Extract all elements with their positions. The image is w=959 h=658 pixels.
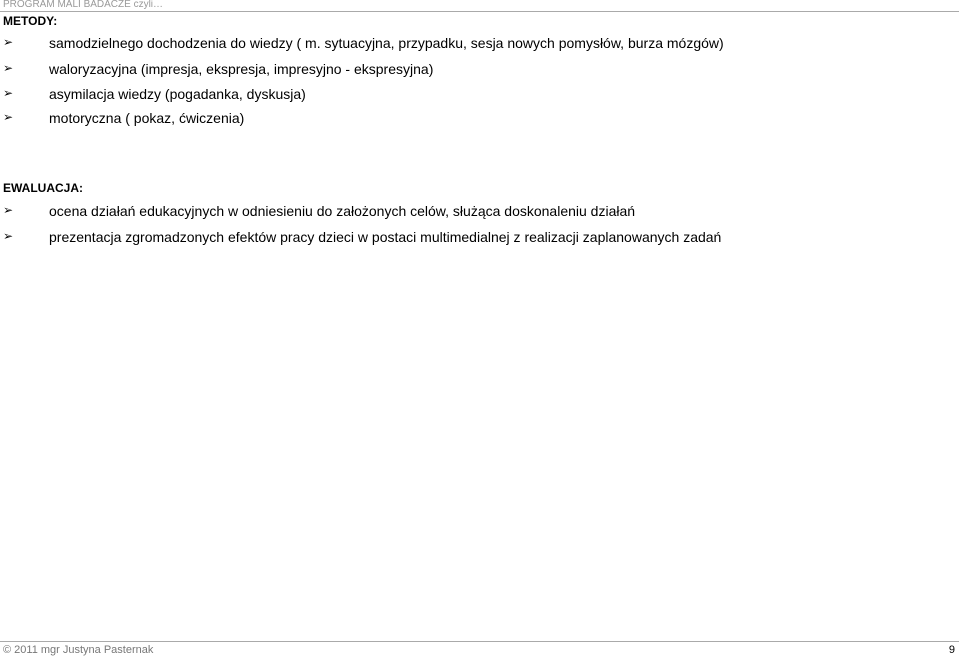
running-header: PROGRAM MALI BADACZE czyli… (3, 0, 164, 10)
arrow-bullet-icon: ➢ (3, 229, 14, 243)
arrow-bullet-icon: ➢ (3, 86, 14, 100)
arrow-bullet-icon: ➢ (3, 61, 14, 75)
arrow-bullet-icon: ➢ (3, 203, 14, 217)
arrow-bullet-icon: ➢ (3, 35, 14, 49)
footer-copyright: © 2011 mgr Justyna Pasternak (3, 644, 154, 656)
arrow-bullet-icon: ➢ (3, 110, 14, 124)
header-divider (0, 11, 959, 12)
page-number: 9 (948, 644, 955, 656)
footer-divider (0, 641, 959, 642)
ewaluacja-heading: EWALUACJA: (3, 181, 83, 195)
metody-heading: METODY: (3, 14, 58, 28)
